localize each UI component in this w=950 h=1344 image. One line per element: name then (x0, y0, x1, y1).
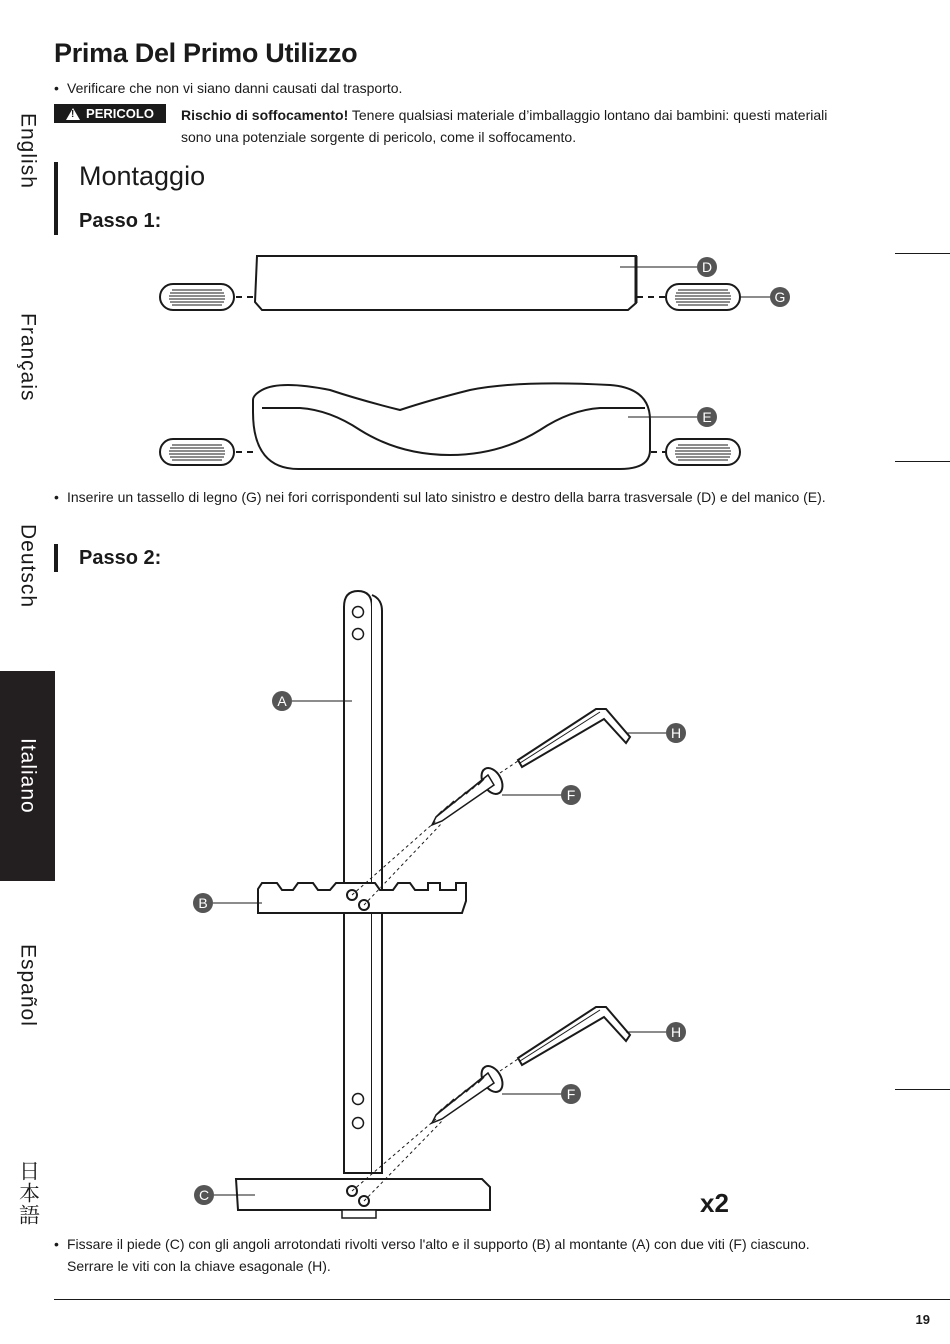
callout-d-label: D (701, 259, 713, 275)
tab-divider (895, 1089, 950, 1090)
danger-text (181, 104, 861, 148)
tab-divider (895, 461, 950, 462)
tab-divider (895, 253, 950, 254)
callout-h-upper-label: H (670, 725, 682, 741)
dowel-g-right-2 (666, 439, 740, 465)
callout-f-lower-label: F (566, 1086, 576, 1102)
section-title: Montaggio (79, 161, 206, 191)
callout-h-lower-label: H (670, 1024, 682, 1040)
support-b (258, 883, 466, 913)
danger-badge (54, 104, 166, 123)
tab-english[interactable]: English (16, 112, 40, 189)
tab-deutsch[interactable]: Deutsch (16, 523, 40, 609)
callout-c-label: C (198, 1187, 210, 1203)
step2-diagram (0, 585, 895, 1225)
danger-body: Tenere qualsiasi materiale d’imballaggio lontano dai bambini: questi materiali sono una potenziale sorgente di pericolo, come il soffocamento. (181, 107, 828, 145)
handle-e (253, 383, 650, 469)
dowel-g-right-1 (666, 284, 740, 310)
screw-f-lower (432, 1062, 507, 1123)
tab-italiano[interactable]: Italiano (0, 671, 55, 881)
page-title: Prima Del Primo Utilizzo (54, 38, 358, 68)
callout-b-label: B (198, 895, 208, 911)
danger-badge-label: PERICOLO (86, 106, 154, 121)
callout-f-upper-label: F (566, 787, 576, 803)
step2-instruction: • Fissare il piede (C) con gli angoli arrotondati rivolti verso l'alto e il supporto (B) al montante (A) con due viti (F) ciascuno. Serrare le viti con la chiave esagonale (H). (67, 1233, 837, 1277)
footer-rule (54, 1299, 950, 1300)
tab-espanol[interactable]: Español (16, 943, 40, 1027)
crossbar-d (255, 256, 636, 310)
foot-c (236, 1179, 490, 1218)
dowel-g-left-2 (160, 439, 234, 465)
transport-check-bullet: • Verificare che non vi siano danni causati dal trasporto. (67, 77, 402, 99)
step2-title: Passo 2: (79, 547, 162, 569)
hex-key-h-lower (518, 1007, 630, 1065)
callout-g-label: G (774, 289, 786, 305)
danger-heading: Rischio di soffocamento! (181, 107, 349, 123)
quantity-multiplier: x2 (700, 1188, 729, 1218)
step1-diagram (0, 240, 895, 480)
step1-instruction: • Inserire un tassello di legno (G) nei fori corrispondenti sul lato sinistro e destro della barra trasversale (D) e del manico (E). (67, 486, 872, 508)
hex-key-h-upper (518, 709, 630, 767)
step1-title: Passo 1: (79, 210, 162, 232)
tab-francais[interactable]: Français (16, 313, 40, 402)
callout-a-label: A (277, 693, 287, 709)
warning-icon: ! (66, 108, 80, 120)
page-number: 19 (915, 1312, 930, 1327)
callout-e-label: E (702, 409, 712, 425)
dowel-g-left-1 (160, 284, 234, 310)
screw-f-upper (432, 764, 507, 825)
tab-japanese[interactable]: 日本語 (16, 1159, 40, 1226)
